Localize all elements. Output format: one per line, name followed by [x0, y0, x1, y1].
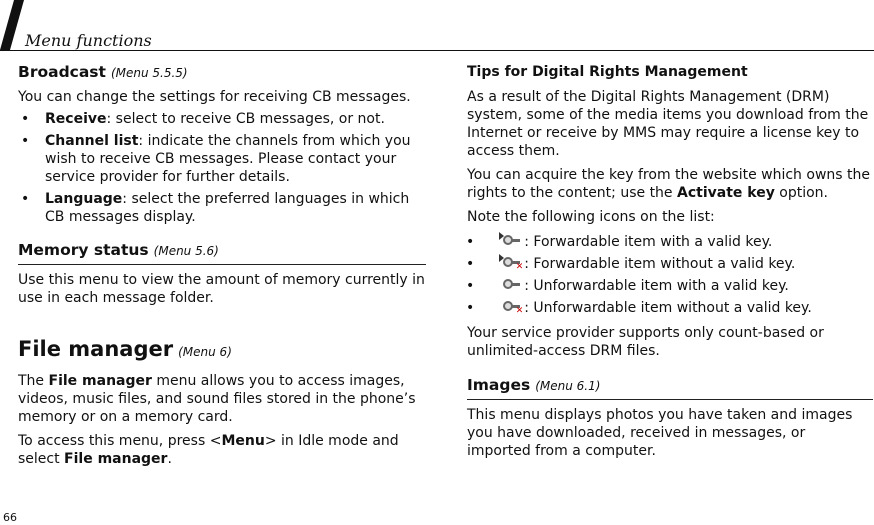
- broadcast-title: Broadcast: [18, 63, 106, 81]
- list-item: • Language: select the preferred languages in which CB messages display.: [21, 191, 410, 225]
- list-item-text: : Unforwardable item without a valid key.: [524, 300, 812, 316]
- broadcast-intro: You can change the settings for receiving CB messages.: [18, 89, 411, 105]
- drm-paragraph-3: Note the following icons on the list:: [467, 209, 715, 225]
- page-number: 66: [3, 511, 17, 524]
- running-header: Menu functions: [25, 31, 152, 50]
- images-text: This menu displays photos you have taken and images you have downloaded, received in messages, or imported from a computer.: [467, 407, 853, 459]
- list-item: • ✕ : Unforwardable item without a valid key.: [466, 300, 812, 316]
- drm-icon-list: [467, 231, 873, 319]
- file-manager-paragraph-1: The File manager menu allows you to access images, videos, music files, and sound files stored in the phone’s memory or on a memory card.: [18, 373, 416, 425]
- unforwardable-invalid-key-icon: ✕: [499, 298, 521, 316]
- file-manager-menu-ref: (Menu 6): [178, 345, 232, 359]
- list-item-text: : indicate the channels from which you wish to receive CB messages. Please contact your service provider for further details.: [45, 133, 411, 185]
- memory-status-title: Memory status: [18, 241, 149, 259]
- right-column: [467, 62, 873, 460]
- left-column: [18, 62, 426, 468]
- list-item-term: Language: [45, 191, 123, 207]
- drm-paragraph-2: You can acquire the key from the website which owns the rights to the content; use the Activate key option.: [467, 167, 870, 201]
- images-title: Images: [467, 376, 531, 394]
- drm-tips-heading: Tips for Digital Rights Management: [467, 64, 748, 80]
- images-heading: [467, 375, 873, 400]
- list-item-text: : Forwardable item with a valid key.: [524, 234, 773, 250]
- list-item: • ✕ : Forwardable item without a valid key.: [466, 256, 796, 272]
- list-item-term: Receive: [45, 111, 107, 127]
- memory-status-text: Use this menu to view the amount of memory currently in use in each message folder.: [18, 272, 425, 306]
- drm-paragraph-4: Your service provider supports only count-based or unlimited-access DRM files.: [467, 325, 824, 359]
- list-item: • : Unforwardable item with a valid key.: [466, 278, 789, 294]
- forwardable-invalid-key-icon: ✕: [499, 254, 521, 272]
- list-item: • Receive: select to receive CB messages, or not.: [21, 111, 385, 127]
- list-item-text: : select to receive CB messages, or not.: [106, 111, 385, 127]
- list-item-text: : select the preferred languages in which CB messages display.: [45, 191, 410, 225]
- forwardable-valid-key-icon: [499, 232, 521, 250]
- memory-status-menu-ref: (Menu 5.6): [153, 244, 219, 258]
- broadcast-heading: [18, 62, 426, 83]
- drm-paragraph-1: As a result of the Digital Rights Management (DRM) system, some of the media items you download from the Internet or receive by MMS may require a license key to access them.: [467, 89, 869, 159]
- images-menu-ref: (Menu 6.1): [535, 379, 601, 393]
- file-manager-paragraph-2: To access this menu, press <Menu> in Idle mode and select File manager.: [18, 433, 399, 467]
- memory-status-heading: [18, 240, 426, 265]
- file-manager-heading: [18, 335, 426, 366]
- list-item: • : Forwardable item with a valid key.: [466, 234, 773, 250]
- list-item-text: : Forwardable item without a valid key.: [524, 256, 796, 272]
- unforwardable-valid-key-icon: [499, 276, 521, 294]
- file-manager-title: File manager: [18, 337, 174, 361]
- list-item-text: : Unforwardable item with a valid key.: [524, 278, 789, 294]
- list-item: • Channel list: indicate the channels from which you wish to receive CB messages. Please contact your service provider for further details.: [21, 133, 411, 185]
- broadcast-menu-ref: (Menu 5.5.5): [110, 66, 188, 80]
- list-item-term: Channel list: [45, 133, 139, 149]
- broadcast-list: [18, 110, 426, 226]
